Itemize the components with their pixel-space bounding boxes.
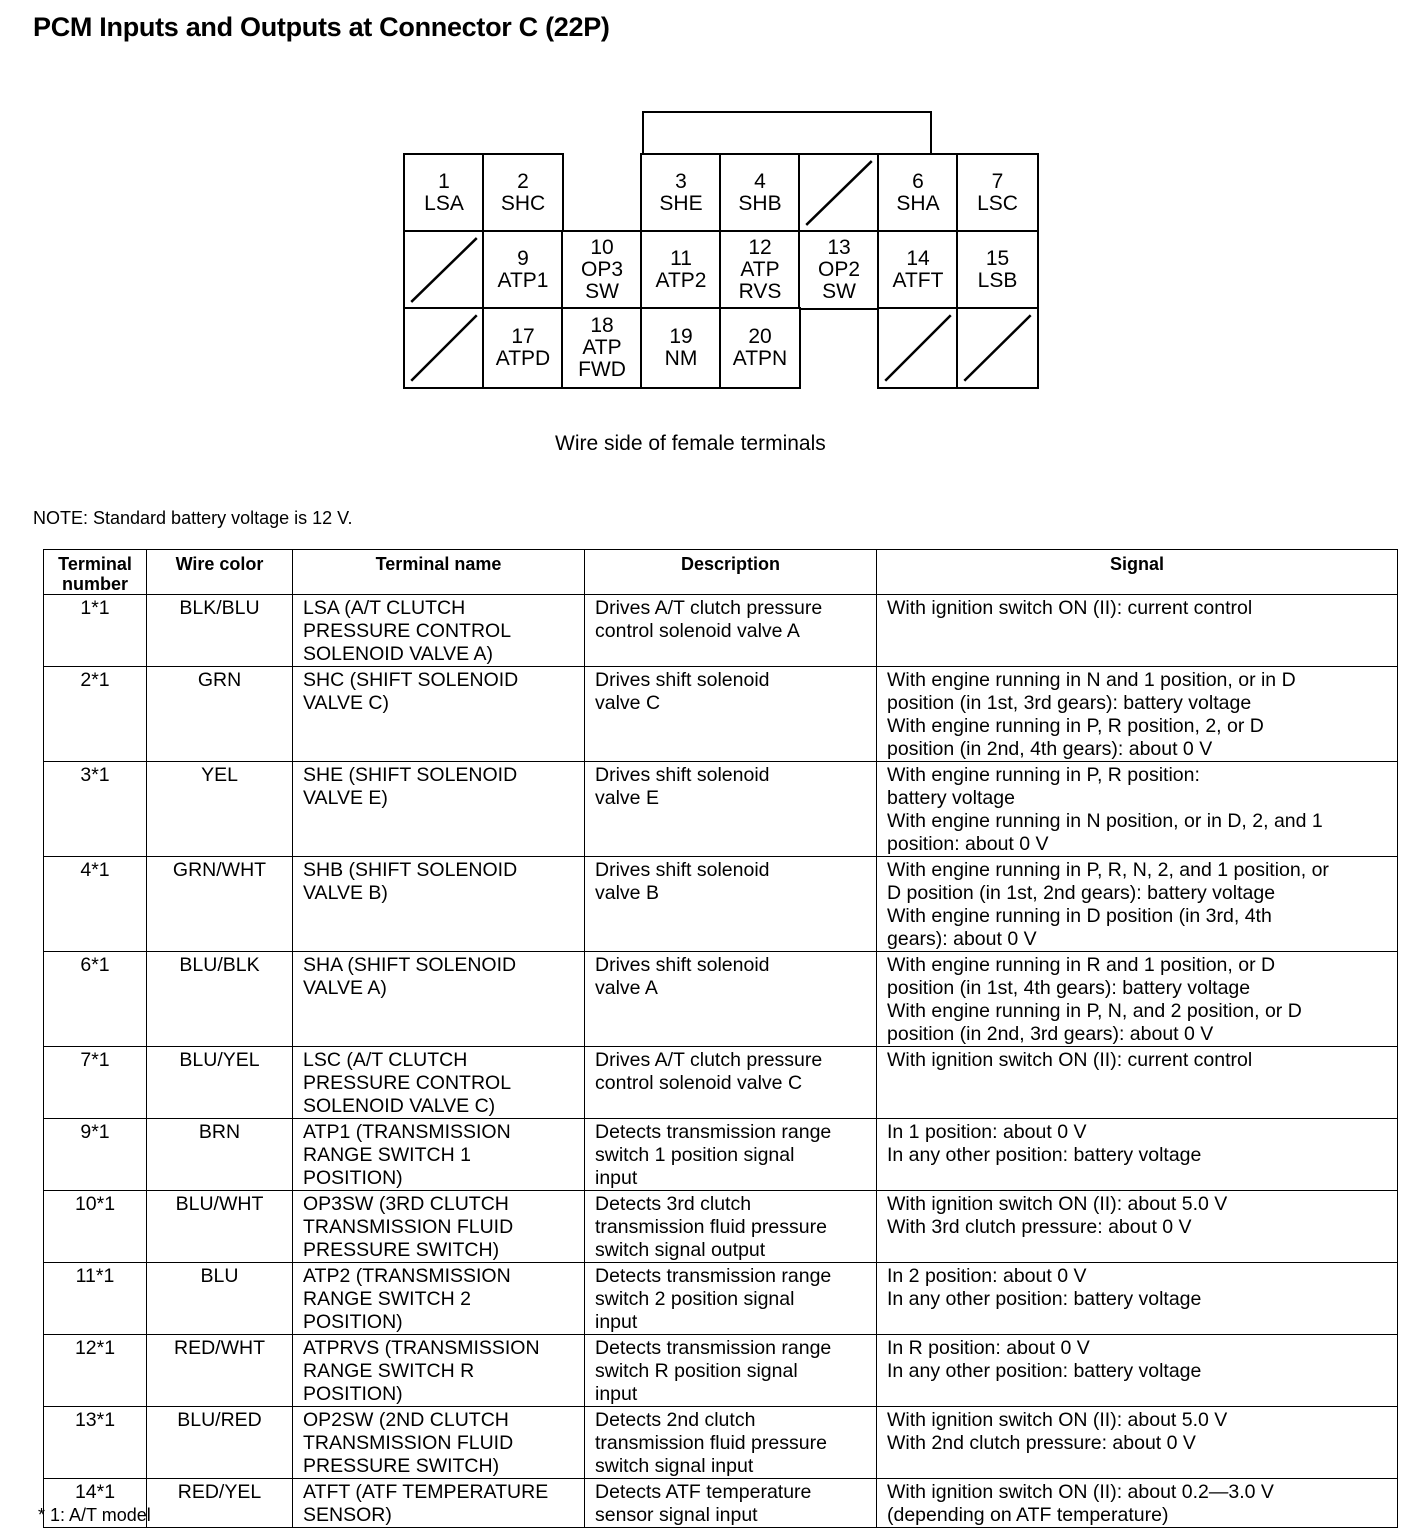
description-cell bbox=[585, 1191, 877, 1263]
terminal-name-cell bbox=[293, 1047, 585, 1119]
terminal-label: ATPN bbox=[732, 347, 788, 370]
footnote: * 1: A/T model bbox=[38, 1505, 151, 1525]
table-row bbox=[44, 1047, 1398, 1119]
terminal-number-cell: 7*1 bbox=[44, 1047, 147, 1119]
terminal-5-blank bbox=[798, 153, 880, 233]
wire-color-cell: BLU/BLK bbox=[147, 952, 293, 1047]
terminal-label: 11 bbox=[670, 247, 692, 270]
terminal-number-cell: 6*1 bbox=[44, 952, 147, 1047]
wire-color-cell: BLK/BLU bbox=[147, 595, 293, 667]
terminal-number-cell: 13*1 bbox=[44, 1407, 147, 1479]
cell-line: POSITION) bbox=[303, 1383, 403, 1405]
cell-line: With engine running in D position (in 3rd, 4th bbox=[887, 905, 1272, 927]
terminal-10 bbox=[561, 230, 643, 310]
signal-cell bbox=[877, 595, 1398, 667]
table-row bbox=[44, 952, 1398, 1047]
wire-color-cell: BLU/RED bbox=[147, 1407, 293, 1479]
terminal-label: ATP1 bbox=[497, 269, 549, 292]
cell-line: Detects ATF temperature bbox=[595, 1481, 812, 1503]
terminal-label: LSA bbox=[424, 192, 464, 215]
terminal-label: 18 bbox=[590, 314, 614, 337]
cell-line: Detects 2nd clutch bbox=[595, 1409, 756, 1431]
terminal-label: ATPD bbox=[495, 347, 551, 370]
wire-color-cell: RED/YEL bbox=[147, 1479, 293, 1528]
terminal-name-cell bbox=[293, 762, 585, 857]
cell-line: OP2SW (2ND CLUTCH bbox=[303, 1409, 509, 1431]
cell-line: control solenoid valve C bbox=[595, 1072, 803, 1094]
cell-line: In any other position: battery voltage bbox=[887, 1360, 1202, 1382]
terminal-label: OP2 bbox=[817, 258, 861, 281]
page-title: PCM Inputs and Outputs at Connector C (22P) bbox=[33, 12, 610, 42]
cell-line: Drives A/T clutch pressure bbox=[595, 597, 823, 619]
wire-color-cell: BRN bbox=[147, 1119, 293, 1191]
table-row bbox=[44, 1335, 1398, 1407]
terminal-number-cell: 3*1 bbox=[44, 762, 147, 857]
terminal-label: 1 bbox=[438, 170, 450, 193]
signal-cell bbox=[877, 857, 1398, 952]
cell-line: OP3SW (3RD CLUTCH bbox=[303, 1193, 509, 1215]
cell-line: D position (in 1st, 2nd gears): battery voltage bbox=[887, 882, 1276, 904]
signal-cell bbox=[877, 1263, 1398, 1335]
terminal-name-cell bbox=[293, 1119, 585, 1191]
signal-cell bbox=[877, 667, 1398, 762]
cell-line: valve B bbox=[595, 882, 659, 904]
wire-color-cell: RED/WHT bbox=[147, 1335, 293, 1407]
cell-line: Drives shift solenoid bbox=[595, 954, 770, 976]
cell-line: With 3rd clutch pressure: about 0 V bbox=[887, 1216, 1192, 1238]
cell-line: switch 2 position signal bbox=[595, 1288, 795, 1310]
cell-line: sensor signal input bbox=[595, 1504, 758, 1526]
description-cell bbox=[585, 1047, 877, 1119]
cell-line: ATP2 (TRANSMISSION bbox=[303, 1265, 511, 1287]
terminal-name-cell bbox=[293, 1479, 585, 1528]
cell-line: switch signal output bbox=[595, 1239, 766, 1261]
cell-line: SOLENOID VALVE C) bbox=[303, 1095, 496, 1117]
terminal-name-cell bbox=[293, 1263, 585, 1335]
cell-line: Detects transmission range bbox=[595, 1265, 832, 1287]
cell-line: Detects 3rd clutch bbox=[595, 1193, 752, 1215]
terminal-number-cell: 2*1 bbox=[44, 667, 147, 762]
cell-line: With engine running in P, R position: bbox=[887, 764, 1200, 786]
terminal-label: 7 bbox=[991, 170, 1004, 193]
cell-line: ATPRVS (TRANSMISSION bbox=[303, 1337, 540, 1359]
cell-line: SHA (SHIFT SOLENOID bbox=[303, 954, 517, 976]
cell-line: VALVE E) bbox=[303, 787, 388, 809]
terminal-label: 9 bbox=[517, 247, 529, 270]
cell-line: (depending on ATF temperature) bbox=[887, 1504, 1169, 1526]
cell-line: With engine running in N and 1 position, or in D bbox=[887, 669, 1296, 691]
cell-line: With engine running in R and 1 position, or D bbox=[887, 954, 1276, 976]
cell-line: TRANSMISSION FLUID bbox=[303, 1216, 514, 1238]
cell-line: SHE (SHIFT SOLENOID bbox=[303, 764, 518, 786]
header-wire-color: Wire color bbox=[147, 550, 293, 595]
terminal-name-cell bbox=[293, 857, 585, 952]
terminal-label: 15 bbox=[985, 247, 1010, 270]
wire-color-cell: BLU/WHT bbox=[147, 1191, 293, 1263]
cell-line: TRANSMISSION FLUID bbox=[303, 1432, 514, 1454]
signal-cell bbox=[877, 1335, 1398, 1407]
table-row bbox=[44, 762, 1398, 857]
signal-cell bbox=[877, 1047, 1398, 1119]
cell-line: Detects transmission range bbox=[595, 1121, 832, 1143]
cell-line: position (in 2nd, 4th gears): about 0 V bbox=[887, 738, 1213, 760]
description-cell bbox=[585, 762, 877, 857]
terminal-17 bbox=[482, 307, 564, 389]
signal-cell bbox=[877, 1191, 1398, 1263]
cell-line: valve E bbox=[595, 787, 659, 809]
terminal-label: 10 bbox=[590, 236, 614, 259]
wire-color-cell: BLU/YEL bbox=[147, 1047, 293, 1119]
wire-color-cell: GRN/WHT bbox=[147, 857, 293, 952]
cell-line: With engine running in P, R position, 2, or D bbox=[887, 715, 1264, 737]
cell-line: POSITION) bbox=[303, 1167, 403, 1189]
table-row bbox=[44, 1479, 1398, 1528]
cell-line: POSITION) bbox=[303, 1311, 403, 1333]
terminal-name-cell bbox=[293, 1407, 585, 1479]
cell-line: switch R position signal bbox=[595, 1360, 798, 1382]
description-cell bbox=[585, 1263, 877, 1335]
signal-cell bbox=[877, 1119, 1398, 1191]
cell-line: With ignition switch ON (II): current control bbox=[887, 1049, 1253, 1071]
terminal-label: 3 bbox=[675, 170, 687, 193]
cell-line: Drives shift solenoid bbox=[595, 669, 770, 691]
description-cell bbox=[585, 1479, 877, 1528]
terminal-label: 12 bbox=[748, 236, 772, 259]
terminal-number-cell: 4*1 bbox=[44, 857, 147, 952]
terminal-label: ATFT bbox=[892, 269, 944, 292]
cell-line: input bbox=[595, 1311, 638, 1333]
terminal-label: SHA bbox=[896, 192, 940, 215]
cell-line: LSA (A/T CLUTCH bbox=[303, 597, 466, 619]
terminal-number-cell: 11*1 bbox=[44, 1263, 147, 1335]
terminal-9 bbox=[482, 230, 564, 310]
terminal-label: SW bbox=[585, 280, 619, 303]
signal-cell bbox=[877, 952, 1398, 1047]
signal-cell bbox=[877, 1479, 1398, 1528]
cell-line: With ignition switch ON (II): current control bbox=[887, 597, 1253, 619]
terminal-name-cell bbox=[293, 1191, 585, 1263]
cell-line: PRESSURE SWITCH) bbox=[303, 1239, 500, 1261]
wire-color-cell: BLU bbox=[147, 1263, 293, 1335]
cell-line: Drives shift solenoid bbox=[595, 859, 770, 881]
cell-line: With engine running in P, R, N, 2, and 1 position, or bbox=[887, 859, 1329, 881]
terminal-21-blank bbox=[877, 307, 959, 389]
cell-line: In R position: about 0 V bbox=[887, 1337, 1090, 1359]
table-row bbox=[44, 1191, 1398, 1263]
terminal-label: 19 bbox=[669, 325, 693, 348]
cell-line: position (in 1st, 3rd gears): battery voltage bbox=[887, 692, 1252, 714]
terminal-label: SHB bbox=[738, 192, 782, 215]
table-row bbox=[44, 667, 1398, 762]
table-row bbox=[44, 595, 1398, 667]
terminal-label: ATP bbox=[740, 258, 780, 281]
cell-line: Detects transmission range bbox=[595, 1337, 832, 1359]
header-description: Description bbox=[585, 550, 877, 595]
terminal-label: 4 bbox=[754, 170, 766, 193]
cell-line: position (in 1st, 4th gears): battery voltage bbox=[887, 977, 1251, 999]
cell-line: SOLENOID VALVE A) bbox=[303, 643, 494, 665]
terminal-7 bbox=[956, 153, 1039, 233]
terminal-16-blank bbox=[403, 307, 485, 389]
cell-line: switch signal input bbox=[595, 1455, 754, 1477]
cell-line: transmission fluid pressure bbox=[595, 1432, 827, 1454]
terminal-label: LSC bbox=[977, 192, 1018, 215]
terminal-label: 17 bbox=[511, 325, 535, 348]
terminal-20 bbox=[719, 307, 801, 389]
table-header-row bbox=[44, 550, 1398, 595]
header-signal: Signal bbox=[877, 550, 1398, 595]
terminal-label: SW bbox=[822, 280, 856, 303]
connector-caption: Wire side of female terminals bbox=[555, 432, 826, 455]
terminal-8-blank bbox=[403, 230, 485, 310]
cell-line: With engine running in N position, or in D, 2, and 1 bbox=[887, 810, 1323, 832]
terminal-number-cell: 9*1 bbox=[44, 1119, 147, 1191]
terminal-table bbox=[43, 549, 1398, 1528]
connector-diagram bbox=[403, 111, 1043, 393]
terminal-label: SHE bbox=[659, 192, 703, 215]
cell-line: valve C bbox=[595, 692, 661, 714]
terminal-name-cell bbox=[293, 667, 585, 762]
terminal-6 bbox=[877, 153, 959, 233]
cell-line: position: about 0 V bbox=[887, 833, 1049, 855]
description-cell bbox=[585, 595, 877, 667]
terminal-label: 13 bbox=[827, 236, 851, 259]
cell-line: VALVE B) bbox=[303, 882, 388, 904]
table-row bbox=[44, 1263, 1398, 1335]
cell-line: Drives shift solenoid bbox=[595, 764, 770, 786]
terminal-12 bbox=[719, 230, 801, 310]
description-cell bbox=[585, 667, 877, 762]
terminal-3 bbox=[640, 153, 722, 233]
terminal-number-cell: 14*1 bbox=[44, 1479, 147, 1528]
cell-line: RANGE SWITCH 2 bbox=[303, 1288, 471, 1310]
terminal-2 bbox=[482, 153, 564, 233]
cell-line: RANGE SWITCH 1 bbox=[303, 1144, 471, 1166]
description-cell bbox=[585, 1119, 877, 1191]
cell-line: VALVE C) bbox=[303, 692, 389, 714]
cell-line: LSC (A/T CLUTCH bbox=[303, 1049, 468, 1071]
terminal-label: 20 bbox=[748, 325, 772, 348]
cell-line: input bbox=[595, 1167, 638, 1189]
header-terminal-number: Terminal number bbox=[44, 550, 147, 595]
cell-line: valve A bbox=[595, 977, 658, 999]
terminal-label: NM bbox=[664, 347, 698, 370]
connector-lock-tab bbox=[642, 111, 932, 157]
wire-color-cell: YEL bbox=[147, 762, 293, 857]
cell-line: In 1 position: about 0 V bbox=[887, 1121, 1087, 1143]
header-terminal-name: Terminal name bbox=[293, 550, 585, 595]
terminal-15 bbox=[956, 230, 1039, 310]
cell-line: PRESSURE CONTROL bbox=[303, 620, 512, 642]
cell-line: ATFT (ATF TEMPERATURE bbox=[303, 1481, 549, 1503]
terminal-label: FWD bbox=[578, 358, 626, 381]
cell-line: PRESSURE CONTROL bbox=[303, 1072, 512, 1094]
terminal-1 bbox=[403, 153, 485, 233]
terminal-label: RVS bbox=[738, 280, 782, 303]
description-cell bbox=[585, 1407, 877, 1479]
cell-line: Drives A/T clutch pressure bbox=[595, 1049, 823, 1071]
description-cell bbox=[585, 1335, 877, 1407]
terminal-19 bbox=[640, 307, 722, 389]
cell-line: RANGE SWITCH R bbox=[303, 1360, 475, 1382]
cell-line: PRESSURE SWITCH) bbox=[303, 1455, 500, 1477]
terminal-label: LSB bbox=[977, 269, 1018, 292]
cell-line: SENSOR) bbox=[303, 1504, 392, 1526]
terminal-label: ATP bbox=[582, 336, 622, 359]
cell-line: gears): about 0 V bbox=[887, 928, 1037, 950]
terminal-name-cell bbox=[293, 952, 585, 1047]
cell-line: In any other position: battery voltage bbox=[887, 1144, 1202, 1166]
cell-line: With ignition switch ON (II): about 5.0 V bbox=[887, 1409, 1228, 1431]
terminal-4 bbox=[719, 153, 801, 233]
terminal-number-cell: 10*1 bbox=[44, 1191, 147, 1263]
cell-line: position (in 2nd, 3rd gears): about 0 V bbox=[887, 1023, 1214, 1045]
cell-line: With ignition switch ON (II): about 0.2—3.0 V bbox=[887, 1481, 1274, 1503]
signal-cell bbox=[877, 762, 1398, 857]
cell-line: In 2 position: about 0 V bbox=[887, 1265, 1087, 1287]
cell-line: switch 1 position signal bbox=[595, 1144, 795, 1166]
terminal-18 bbox=[561, 307, 643, 389]
terminal-label: OP3 bbox=[580, 258, 624, 281]
cell-line: SHC (SHIFT SOLENOID bbox=[303, 669, 519, 691]
terminal-label: SHC bbox=[500, 192, 546, 215]
table-row bbox=[44, 1119, 1398, 1191]
cell-line: With ignition switch ON (II): about 5.0 V bbox=[887, 1193, 1228, 1215]
cell-line: SHB (SHIFT SOLENOID bbox=[303, 859, 518, 881]
cell-line: transmission fluid pressure bbox=[595, 1216, 827, 1238]
terminal-number-cell: 1*1 bbox=[44, 595, 147, 667]
terminal-number-cell: 12*1 bbox=[44, 1335, 147, 1407]
cell-line: control solenoid valve A bbox=[595, 620, 800, 642]
terminal-name-cell bbox=[293, 1335, 585, 1407]
cell-line: VALVE A) bbox=[303, 977, 387, 999]
voltage-note: NOTE: Standard battery voltage is 12 V. bbox=[33, 508, 353, 528]
terminal-14 bbox=[877, 230, 959, 310]
cell-line: With 2nd clutch pressure: about 0 V bbox=[887, 1432, 1196, 1454]
terminal-name-cell bbox=[293, 595, 585, 667]
terminal-label: 6 bbox=[912, 170, 924, 193]
description-cell bbox=[585, 857, 877, 952]
signal-cell bbox=[877, 1407, 1398, 1479]
terminal-11 bbox=[640, 230, 722, 310]
cell-line: input bbox=[595, 1383, 638, 1405]
cell-line: In any other position: battery voltage bbox=[887, 1288, 1202, 1310]
description-cell bbox=[585, 952, 877, 1047]
terminal-label: 14 bbox=[906, 247, 930, 270]
wire-color-cell: GRN bbox=[147, 667, 293, 762]
terminal-22-blank bbox=[956, 307, 1039, 389]
cell-line: ATP1 (TRANSMISSION bbox=[303, 1121, 511, 1143]
cell-line: With engine running in P, N, and 2 position, or D bbox=[887, 1000, 1302, 1022]
cell-line: battery voltage bbox=[887, 787, 1015, 809]
terminal-label: 2 bbox=[517, 170, 529, 193]
terminal-13 bbox=[798, 230, 880, 310]
terminal-label: ATP2 bbox=[655, 269, 707, 292]
table-row bbox=[44, 1407, 1398, 1479]
table-row bbox=[44, 857, 1398, 952]
